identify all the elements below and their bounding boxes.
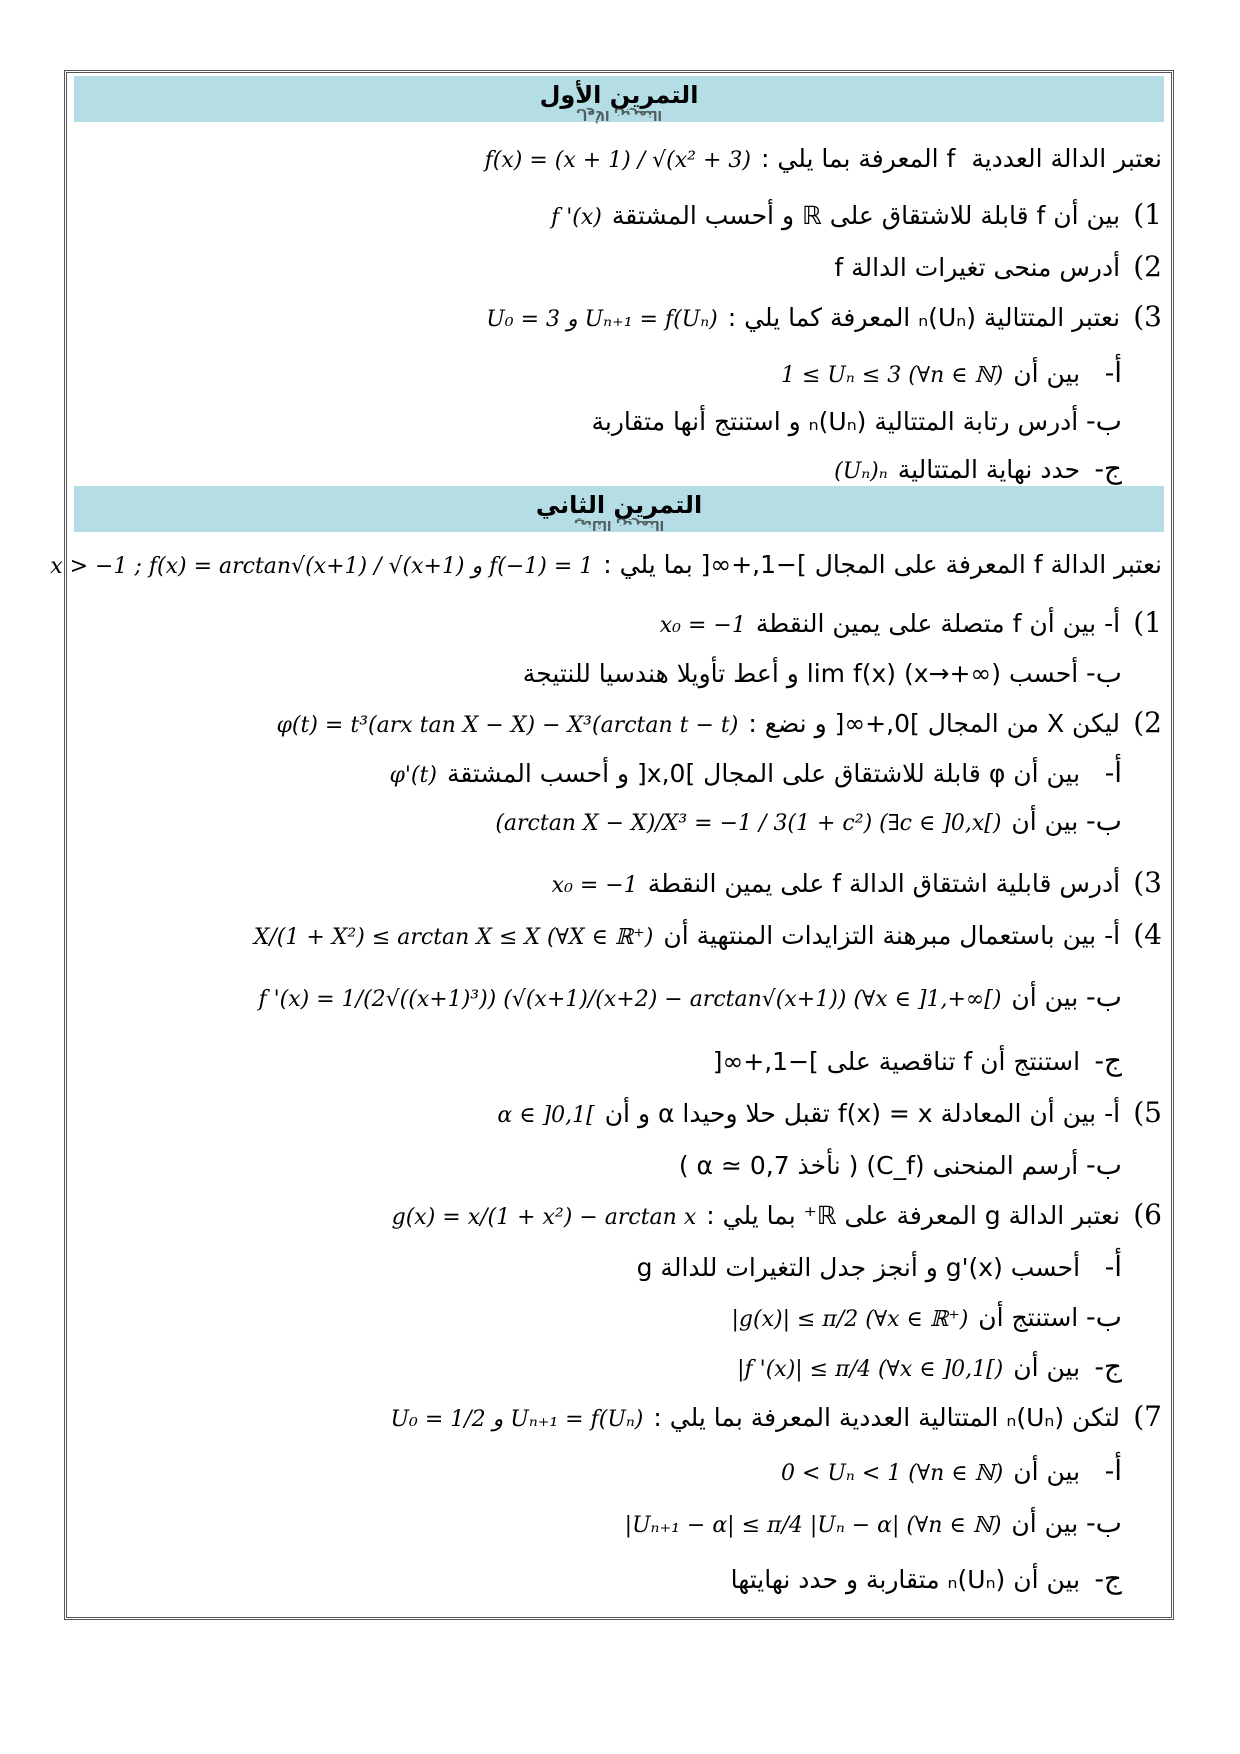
math-expression: φ(t) = t³(arx tan X − X) − X³(arctan t − t) — [276, 713, 739, 738]
item-number: 3) — [1133, 866, 1162, 899]
line-text: بين أن (Uₙ)ₙ متقاربة و حدد نهايتها — [730, 1565, 1081, 1594]
item-number: 1) — [1133, 198, 1162, 231]
math-expression: |f '(x)| ≤ π/4 (∀x ∈ ]0,1[) — [737, 1357, 1004, 1382]
ex2-line — [722, 1300, 1122, 1337]
ex2-line — [267, 706, 1162, 743]
item-number: 5) — [1133, 1096, 1162, 1129]
line-text: نعتبر الدالة العددية — [971, 144, 1162, 173]
line-text: أدرس رتابة المتتالية (Uₙ)ₙ و استنتج أنها متقاربة — [591, 407, 1079, 436]
item-number: ب- — [1086, 656, 1122, 689]
line-text: أ- بين باستعمال مبرهنة التزايدات المنتهية أن — [663, 921, 1121, 950]
ex2-line — [679, 1148, 1122, 1183]
ex2-line — [523, 656, 1122, 691]
line-text: بين أن φ قابلة للاشتقاق على المجال ]0,x[ و أحسب المشتقة — [446, 759, 1081, 788]
line-text: أحسب lim f(x) (x→+∞) و أعط تأويلا هندسيا للنتيجة — [522, 659, 1079, 688]
exercise-1-title: التمرين الأول — [539, 81, 699, 109]
line-text: ليكن X من المجال ]0,+∞[ و نضع : — [748, 709, 1121, 738]
item-number: ب- — [1086, 804, 1122, 837]
item-number: ج- — [1094, 452, 1122, 485]
exercise-1-header — [74, 76, 1164, 122]
ex2-line — [542, 866, 1162, 903]
line-text: أ- بين أن المعادلة f(x) = x تقبل حلا وحيدا α و أن — [604, 1099, 1121, 1128]
math-expression: f(x) = (x + 1) / √(x² + 3) — [484, 148, 751, 173]
line-text: أدرس قابلية اشتقاق الدالة f على يمين النقطة — [647, 869, 1121, 898]
ex2-line — [379, 756, 1122, 793]
line-text: بين أن — [1013, 1353, 1081, 1382]
item-number: أ- — [1104, 756, 1122, 789]
math-expression: x₀ = −1 — [659, 613, 746, 638]
exercise-2-title: التمرين الثاني — [535, 491, 703, 519]
item-number: ب- — [1086, 1300, 1122, 1333]
math-expression: |Uₙ₊₁ − α| ≤ π/4 |Uₙ − α| (∀n ∈ ℕ) — [624, 1513, 1002, 1538]
math-expression: x₀ = −1 — [551, 873, 638, 898]
line-text: أرسم المنحنى (C_f) ( نأخذ α ≃ 0,7 ) — [678, 1151, 1079, 1180]
math-expression: U₀ = 3 و Uₙ₊₁ = f(Uₙ) — [486, 307, 718, 332]
math-expression: f '(x) = 1/(2√((x+1)³)) (√(x+1)/(x+2) − arctan√(x+1)) (∀x ∈ ]1,+∞[) — [258, 987, 1002, 1012]
ex2-line — [637, 1250, 1122, 1285]
math-expression: (Uₙ)ₙ — [834, 459, 888, 484]
ex2-line — [650, 606, 1162, 643]
ex2-line — [713, 1044, 1122, 1079]
item-number: 4) — [1133, 918, 1162, 951]
math-expression: α ∈ ]0,1[ — [497, 1103, 595, 1128]
math-expression: U₀ = 1/2 و Uₙ₊₁ = f(Uₙ) — [390, 1407, 644, 1432]
ex2-line — [249, 980, 1123, 1017]
ex2-line — [382, 1198, 1162, 1235]
math-expression: φ'(t) — [389, 763, 437, 788]
line-text: بين أن f قابلة للاشتقاق على ℝ و أحسب المشتقة — [611, 201, 1121, 230]
item-number: 6) — [1133, 1198, 1162, 1231]
exercise-2-header — [74, 486, 1164, 532]
ex2-line — [485, 804, 1122, 841]
line-text: أدرس منحى تغيرات الدالة f — [834, 253, 1121, 282]
ex2-line — [731, 1562, 1122, 1597]
ex2-line — [244, 918, 1162, 955]
ex2-line — [380, 1400, 1162, 1437]
math-expression: 1 ≤ Uₙ ≤ 3 (∀n ∈ ℕ) — [780, 363, 1004, 388]
item-number: أ- — [1104, 1454, 1122, 1487]
item-number: ج- — [1094, 1562, 1122, 1595]
item-number: ج- — [1094, 1044, 1122, 1077]
line-text: بين أن — [1011, 983, 1079, 1012]
ex1-line — [771, 356, 1122, 393]
line-text: أحسب g'(x) و أنجز جدل التغيرات للدالة g — [636, 1253, 1081, 1282]
item-number: ج- — [1094, 1350, 1122, 1383]
exercise-2-title-reflection: التمرين الثاني — [573, 517, 665, 532]
item-number: 2) — [1133, 706, 1162, 739]
line-text: بين أن — [1013, 1457, 1081, 1486]
ex1-line — [541, 198, 1162, 235]
ex2-line — [40, 548, 1162, 584]
ex1-line — [834, 250, 1162, 285]
item-number: أ- — [1104, 1250, 1122, 1283]
item-number: 1) — [1133, 606, 1162, 639]
item-number: ب- — [1086, 1506, 1122, 1539]
math-expression: X/(1 + X²) ≤ arctan X ≤ X (∀X ∈ ℝ⁺) — [253, 925, 654, 950]
line-text: بين أن — [1011, 1509, 1079, 1538]
line-text: استنتج أن f تناقصية على ]−1,+∞[ — [712, 1047, 1081, 1076]
ex2-line — [487, 1096, 1162, 1133]
math-expression: x > −1 ; f(x) = arctan√(x+1) / √(x+1) و f(−1) = 1 — [50, 554, 594, 579]
ex1-line — [475, 142, 1162, 178]
item-number: ب- — [1086, 980, 1122, 1013]
item-number: أ- — [1104, 356, 1122, 389]
line-text: حدد نهاية المتتالية — [897, 455, 1081, 484]
ex2-line — [727, 1350, 1122, 1387]
math-expression: 0 < Uₙ < 1 (∀n ∈ ℕ) — [780, 1461, 1004, 1486]
line-text: أ- بين أن f متصلة على يمين النقطة — [755, 609, 1121, 638]
item-number: ب- — [1086, 404, 1122, 437]
ex2-line — [615, 1506, 1122, 1543]
line-text: نعتبر الدالة f المعرفة على المجال ]−1,+∞[ بما يلي : — [603, 550, 1162, 579]
ex2-line — [771, 1454, 1122, 1491]
item-number: ب- — [1086, 1148, 1122, 1181]
exercise-1-title-reflection: التمرين الأول — [575, 107, 663, 122]
line-text-suffix: f المعرفة بما يلي : — [761, 144, 964, 173]
ex1-line — [476, 300, 1162, 337]
line-text: لتكن (Uₙ)ₙ المتتالية العددية المعرفة بما يلي : — [653, 1403, 1121, 1432]
line-text: بين أن — [1013, 359, 1081, 388]
math-expression: f '(x) — [551, 205, 602, 230]
line-text: نعتبر المتتالية (Uₙ)ₙ المعرفة كما يلي : — [727, 303, 1121, 332]
math-expression: |g(x)| ≤ π/2 (∀x ∈ ℝ⁺) — [731, 1307, 969, 1332]
line-text: استنتج أن — [978, 1303, 1079, 1332]
ex1-line — [824, 452, 1122, 489]
line-text: نعتبر الدالة g المعرفة على ℝ⁺ بما يلي : — [706, 1201, 1121, 1230]
item-number: 2) — [1133, 250, 1162, 283]
line-text: بين أن — [1011, 807, 1079, 836]
math-expression: g(x) = x/(1 + x²) − arctan x — [391, 1205, 697, 1230]
item-number: 7) — [1133, 1400, 1162, 1433]
item-number: 3) — [1133, 300, 1162, 333]
ex1-line — [591, 404, 1122, 439]
math-expression: (arctan X − X)/X³ = −1 / 3(1 + c²) (∃c ∈ ]0,x[) — [495, 811, 1002, 836]
